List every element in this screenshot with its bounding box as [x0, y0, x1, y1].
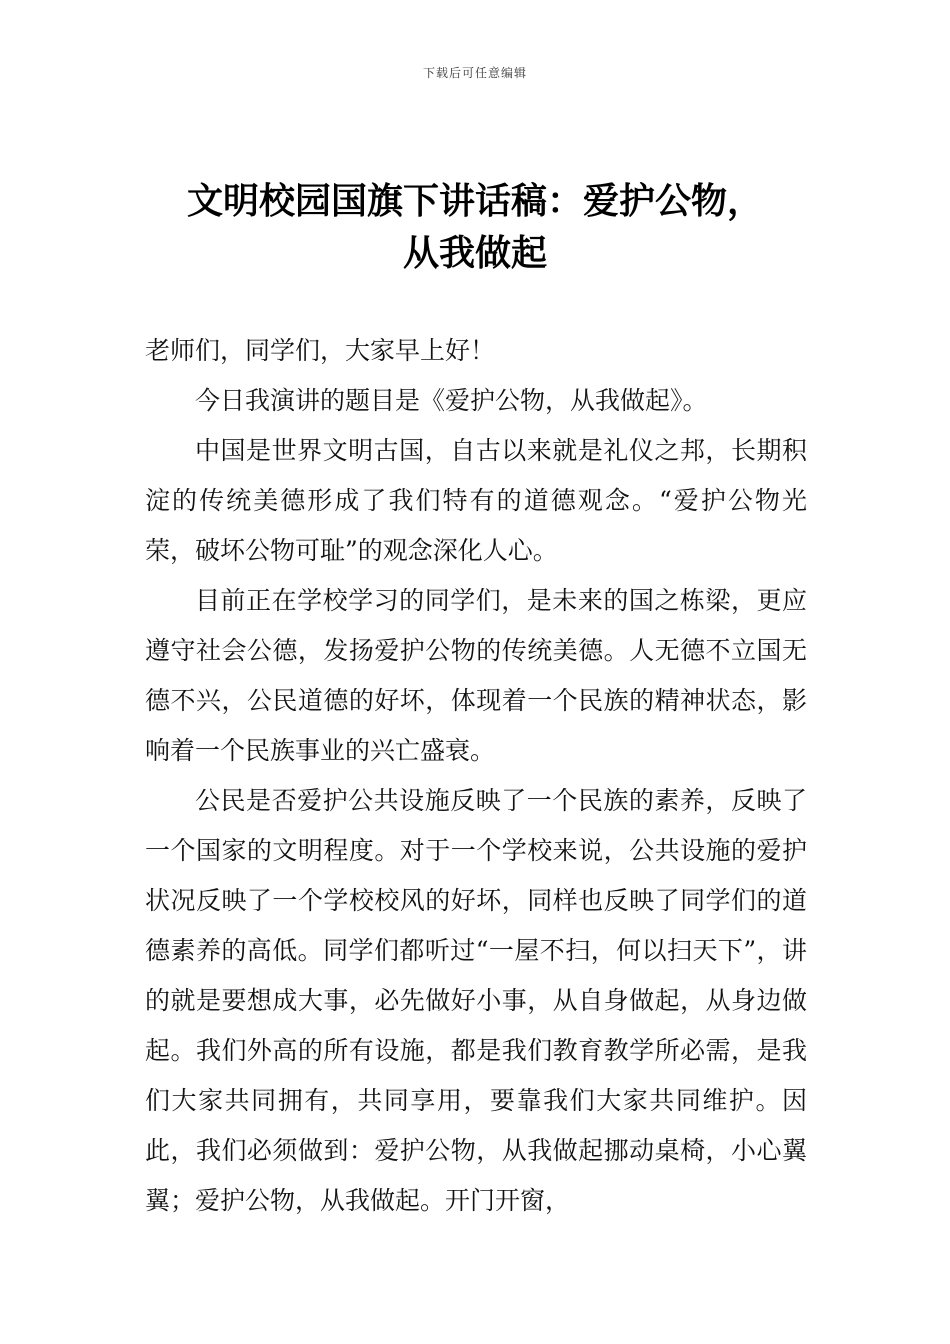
paragraph-topic: 今日我演讲的题目是《爱护公物，从我做起》。: [195, 386, 708, 415]
paragraph-students: 目前正在学校学习的同学们，是未来的国之栋梁，更应遵守社会公德，发扬爱护公物的传统美德。人无德不立国无德不兴，公民道德的好坏，体现着一个民族的精神状态，影响着一个民族事业的兴亡盛衰。: [145, 586, 807, 765]
header-note: 下载后可任意编辑: [422, 66, 527, 80]
paragraph-greeting: 老师们，同学们，大家早上好！: [145, 336, 496, 365]
paragraph-public-facilities: 公民是否爱护公共设施反映了一个民族的素养，反映了一个国家的文明程度。对于一个学校来说，公共设施的爱护状况反映了一个学校校风的好坏，同样也反映了同学们的道德素养的高低。同学们都听过“一屋不扫，何以扫天下”，讲的就是要想成大事，必先做好小事，从自身做起，从身边做起。我们外高的所有设施，都是我们教育教学所必需，是我们大家共同拥有，共同享用，要靠我们大家共同维护。因此，我们必须做到：爱护公物，从我做起挪动桌椅，小心翼翼；爱护公物，从我做起。开门开窗，: [145, 786, 807, 1215]
document-title: [100, 176, 850, 280]
paragraph-tradition: 中国是世界文明古国，自古以来就是礼仪之邦，长期积淀的传统美德形成了我们特有的道德观念。“爱护公物光荣，破坏公物可耻”的观念深化人心。: [145, 436, 807, 565]
title-line-2: 从我做起: [402, 233, 547, 274]
document-body: [145, 326, 807, 1226]
title-line-1: 文明校园国旗下讲话稿：爱护公物，: [186, 181, 763, 222]
